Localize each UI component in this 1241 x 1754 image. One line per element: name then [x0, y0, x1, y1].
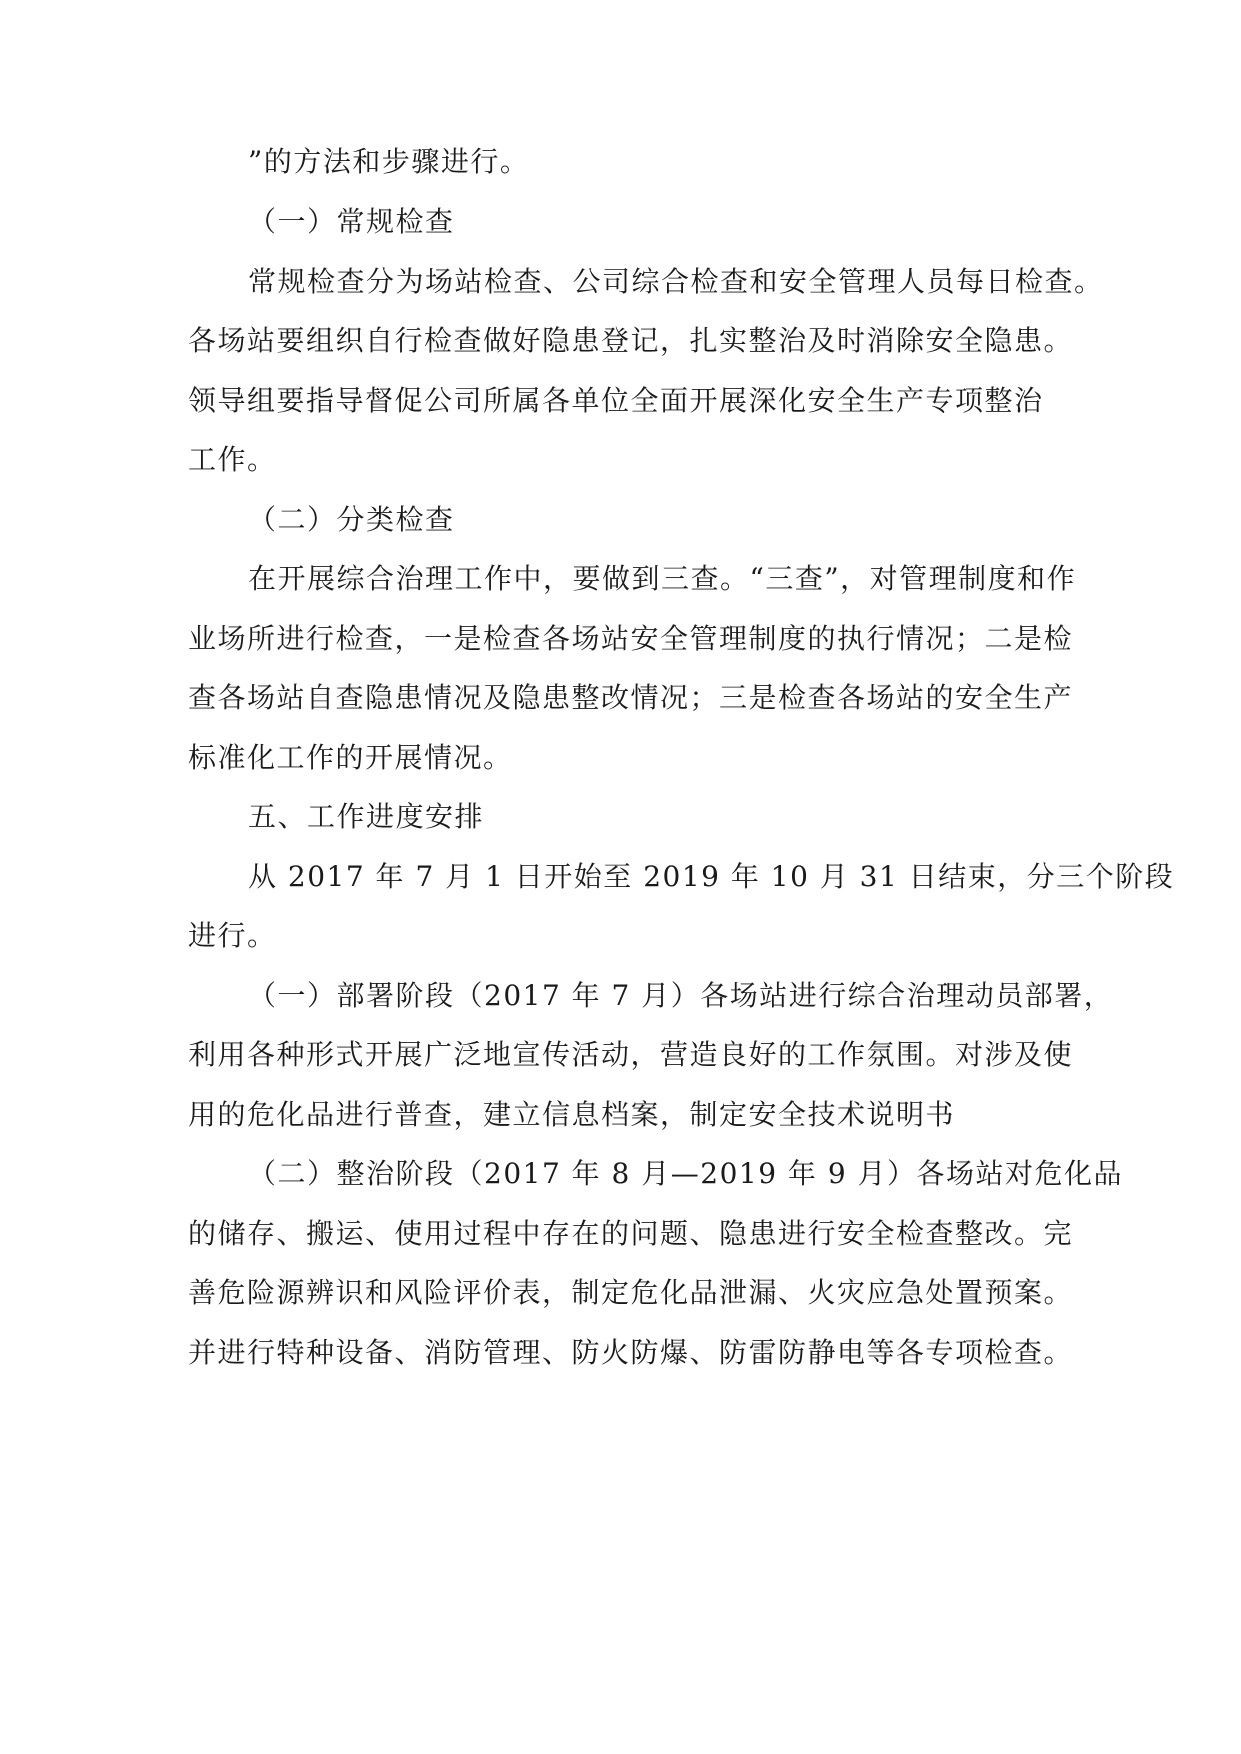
paragraph-line: 常规检查分为场站检查、公司综合检查和安全管理人员每日检查。 — [248, 265, 1104, 298]
paragraph-line: 领导组要指导督促公司所属各单位全面开展深化安全生产专项整治 — [188, 384, 1044, 417]
section-heading-schedule: 五、工作进度安排 — [248, 800, 485, 833]
paragraph-line: 各场站要组织自行检查做好隐患登记，扎实整治及时消除安全隐患。 — [188, 324, 1074, 357]
paragraph-line: 查各场站自查隐患情况及隐患整改情况；三是检查各场站的安全生产 — [188, 681, 1074, 714]
paragraph-line: 在开展综合治理工作中，要做到三查。“三查”，对管理制度和作 — [248, 562, 1077, 595]
paragraph-line: 标准化工作的开展情况。 — [188, 741, 513, 774]
section-heading-category-inspection: （二）分类检查 — [248, 503, 455, 536]
paragraph-line: 工作。 — [188, 443, 277, 476]
paragraph-line: 业场所进行检查，一是检查各场站安全管理制度的执行情况；二是检 — [188, 622, 1074, 655]
paragraph-line: 的储存、搬运、使用过程中存在的问题、隐患进行安全检查整改。完 — [188, 1217, 1074, 1250]
paragraph-line: （二）整治阶段（2017 年 8 月—2019 年 9 月）各场站对危化品 — [248, 1157, 1124, 1190]
paragraph-line: （一）部署阶段（2017 年 7 月）各场站进行综合治理动员部署， — [248, 979, 1114, 1012]
paragraph-line: 用的危化品进行普查，建立信息档案，制定安全技术说明书 — [188, 1098, 956, 1131]
paragraph-line: 并进行特种设备、消防管理、防火防爆、防雷防静电等各专项检查。 — [188, 1336, 1074, 1369]
paragraph-line: 进行。 — [188, 919, 277, 952]
paragraph-line: 利用各种形式开展广泛地宣传活动，营造良好的工作氛围。对涉及使 — [188, 1038, 1074, 1071]
paragraph-line: 善危险源辨识和风险评价表，制定危化品泄漏、火灾应急处置预案。 — [188, 1276, 1074, 1309]
paragraph-line: 从 2017 年 7 月 1 日开始至 2019 年 10 月 31 日结束，分三个阶段 — [248, 860, 1175, 893]
section-heading-routine-inspection: （一）常规检查 — [248, 205, 455, 238]
text-line-continuation: ”的方法和步骤进行。 — [248, 145, 530, 178]
